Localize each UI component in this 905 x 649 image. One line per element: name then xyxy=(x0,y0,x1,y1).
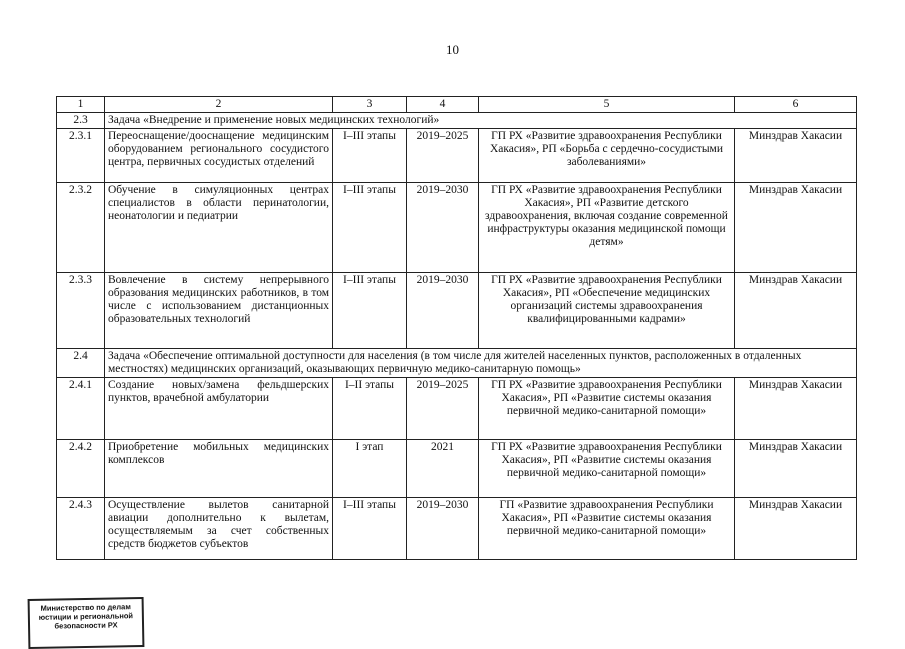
item-stages: I–III этапы xyxy=(333,498,407,560)
header-row xyxy=(57,97,857,113)
item-description: Приобретение мобильных медицинских комплексов xyxy=(105,440,333,498)
item-executor: Минздрав Хакасии xyxy=(735,129,857,183)
ministry-stamp xyxy=(28,597,145,649)
item-executor: Минздрав Хакасии xyxy=(735,273,857,349)
item-number: 2.3.1 xyxy=(57,129,105,183)
task-row xyxy=(57,349,857,378)
item-stages: I–II этапы xyxy=(333,378,407,440)
column-header: 2 xyxy=(105,97,333,113)
column-header: 5 xyxy=(479,97,735,113)
item-executor: Минздрав Хакасии xyxy=(735,498,857,560)
item-description: Осуществление вылетов санитарной авиации дополнительно к вылетам, осуществляемым за счет собственных средств бюджетов субъектов xyxy=(105,498,333,560)
item-executor: Минздрав Хакасии xyxy=(735,378,857,440)
item-program: ГП РХ «Развитие здравоохранения Республики Хакасия», РП «Обеспечение медицинских организаций системы здравоохранения квалифицированными кадрами» xyxy=(479,273,735,349)
column-header: 4 xyxy=(407,97,479,113)
stamp-line: Министерство по делам xyxy=(40,602,131,613)
task-title: Задача «Обеспечение оптимальной доступности для населения (в том числе для жителей населенных пунктов, расположенных в отдаленных местностях) медицинских организаций, оказывающих первичную медико-санитарную помощь» xyxy=(105,349,857,378)
item-years: 2019–2030 xyxy=(407,183,479,273)
table-row xyxy=(57,183,857,273)
plan-table xyxy=(56,96,857,560)
item-stages: I–III этапы xyxy=(333,129,407,183)
item-number: 2.3.2 xyxy=(57,183,105,273)
item-stages: I этап xyxy=(333,440,407,498)
task-number: 2.4 xyxy=(57,349,105,378)
item-executor: Минздрав Хакасии xyxy=(735,440,857,498)
item-years: 2019–2025 xyxy=(407,378,479,440)
item-years: 2019–2025 xyxy=(407,129,479,183)
table-row xyxy=(57,273,857,349)
item-description: Переоснащение/дооснащение медицинским оборудованием регионального сосудистого центра, первичных сосудистых отделений xyxy=(105,129,333,183)
item-program: ГП РХ «Развитие здравоохранения Республики Хакасия», РП «Развитие системы оказания первичной медико-санитарной помощи» xyxy=(479,440,735,498)
item-executor: Минздрав Хакасии xyxy=(735,183,857,273)
page-number: 10 xyxy=(446,42,459,57)
stamp-line: безопасности РХ xyxy=(54,620,118,631)
item-number: 2.4.3 xyxy=(57,498,105,560)
item-program: ГП РХ «Развитие здравоохранения Республики Хакасия», РП «Развитие детского здравоохранения, включая создание современной инфраструктуры оказания медицинской помощи детям» xyxy=(479,183,735,273)
column-header: 1 xyxy=(57,97,105,113)
item-description: Обучение в симуляционных центрах специалистов в области перинатологии, неонатологии и педиатрии xyxy=(105,183,333,273)
item-description: Создание новых/замена фельдшерских пунктов, врачебной амбулатории xyxy=(105,378,333,440)
item-years: 2019–2030 xyxy=(407,273,479,349)
item-description: Вовлечение в систему непрерывного образования медицинских работников, в том числе с использованием дистанционных образовательных технологий xyxy=(105,273,333,349)
task-number: 2.3 xyxy=(57,113,105,129)
item-stages: I–III этапы xyxy=(333,183,407,273)
stamp-line: юстиции и региональной xyxy=(38,611,134,622)
column-header: 6 xyxy=(735,97,857,113)
item-years: 2021 xyxy=(407,440,479,498)
table-row xyxy=(57,378,857,440)
table-row xyxy=(57,440,857,498)
item-number: 2.4.2 xyxy=(57,440,105,498)
item-number: 2.3.3 xyxy=(57,273,105,349)
task-row xyxy=(57,113,857,129)
column-header: 3 xyxy=(333,97,407,113)
item-number: 2.4.1 xyxy=(57,378,105,440)
task-title: Задача «Внедрение и применение новых медицинских технологий» xyxy=(105,113,857,129)
item-years: 2019–2030 xyxy=(407,498,479,560)
table-row xyxy=(57,129,857,183)
item-program: ГП «Развитие здравоохранения Республики Хакасия», РП «Развитие системы оказания первичной медико-санитарной помощи» xyxy=(479,498,735,560)
item-stages: I–III этапы xyxy=(333,273,407,349)
item-program: ГП РХ «Развитие здравоохранения Республики Хакасия», РП «Борьба с сердечно-сосудистыми заболеваниями» xyxy=(479,129,735,183)
table-row xyxy=(57,498,857,560)
item-program: ГП РХ «Развитие здравоохранения Республики Хакасия», РП «Развитие системы оказания первичной медико-санитарной помощи» xyxy=(479,378,735,440)
